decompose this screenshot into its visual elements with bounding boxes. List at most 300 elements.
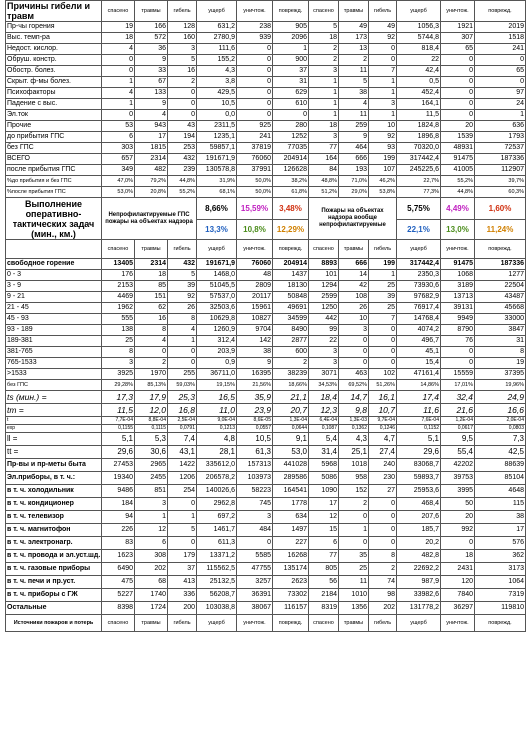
- value-cell: 22: [397, 55, 441, 66]
- value-cell: 1018: [339, 459, 369, 472]
- value-cell: 19,15%: [197, 380, 237, 391]
- value-cell: 308: [135, 550, 168, 563]
- value-cell: 5585: [237, 550, 273, 563]
- value-cell: 199: [369, 154, 397, 165]
- value-cell: 5968: [309, 459, 339, 472]
- value-cell: 4: [135, 336, 168, 347]
- header-blank: [6, 240, 102, 259]
- value-cell: 27453: [102, 459, 135, 472]
- value-cell: 0: [339, 511, 369, 524]
- value-cell: 42: [339, 281, 369, 292]
- cause-row: [6, 121, 526, 132]
- value-cell: 25,1: [339, 446, 369, 459]
- value-cell: 85104: [475, 472, 526, 485]
- value-cell: 26: [168, 303, 197, 314]
- row-label: Обостр. болез.: [6, 66, 102, 77]
- value-cell: 0: [102, 66, 135, 77]
- value-cell: 39: [168, 281, 197, 292]
- time-row: [6, 347, 526, 358]
- value-cell: 29,0%: [339, 187, 369, 198]
- value-cell: 59857,1: [197, 143, 237, 154]
- value-cell: 70320,0: [397, 143, 441, 154]
- value-cell: 18: [102, 33, 135, 44]
- value-cell: 0: [168, 358, 197, 369]
- value-cell: 24: [475, 99, 526, 110]
- value-cell: 0: [168, 110, 197, 121]
- value-cell: 0: [237, 88, 273, 99]
- row-label: 9 - 21: [6, 292, 102, 303]
- value-cell: 25: [339, 563, 369, 576]
- value-cell: 0,5: [397, 77, 441, 88]
- value-cell: 68,1%: [197, 187, 237, 198]
- value-cell: 91475: [441, 259, 475, 270]
- value-cell: 468,4: [397, 498, 441, 511]
- row-label: Остальные: [6, 602, 102, 615]
- row-label: 189-381: [6, 336, 102, 347]
- cause-row: [6, 44, 526, 55]
- value-cell: 157313: [237, 459, 273, 472]
- value-cell: 111,6: [197, 44, 237, 55]
- value-cell: 21,1: [273, 391, 309, 404]
- value-cell: 55,2%: [441, 176, 475, 187]
- value-cell: 0: [237, 55, 273, 66]
- value-cell: 14,7: [339, 391, 369, 404]
- value-cell: 636: [475, 121, 526, 132]
- value-cell: 1: [102, 77, 135, 88]
- value-cell: 0: [339, 336, 369, 347]
- value-cell: 97: [475, 88, 526, 99]
- value-cell: 7,3: [475, 433, 526, 446]
- row-label: Выс. темп-ра: [6, 33, 102, 44]
- value-cell: 179: [168, 550, 197, 563]
- value-cell: 3257: [237, 576, 273, 589]
- value-cell: 38239: [273, 369, 309, 380]
- value-cell: 37: [273, 66, 309, 77]
- value-cell: 3189: [441, 281, 475, 292]
- value-cell: 1: [168, 511, 197, 524]
- value-cell: 987,9: [397, 576, 441, 589]
- value-cell: 2096: [273, 33, 309, 44]
- value-cell: 1437: [273, 270, 309, 281]
- value-cell: 631,2: [197, 22, 237, 33]
- value-cell: 5086: [309, 472, 339, 485]
- value-cell: 46,2%: [369, 176, 397, 187]
- value-cell: 0,1213: [197, 425, 237, 433]
- time-row: [6, 281, 526, 292]
- source-row: [6, 589, 526, 602]
- value-cell: 16: [168, 66, 197, 77]
- value-cell: 7840: [441, 589, 475, 602]
- value-cell: 413: [168, 576, 197, 589]
- value-cell: 0,1152: [397, 425, 441, 433]
- value-cell: 15961: [237, 303, 273, 314]
- value-cell: 13405: [102, 259, 135, 270]
- value-cell: 0: [168, 99, 197, 110]
- value-cell: 600: [273, 347, 309, 358]
- value-cell: 5227: [102, 589, 135, 602]
- value-cell: 303: [102, 143, 135, 154]
- value-cell: 9: [135, 55, 168, 66]
- value-cell: 7,6E-04: [397, 417, 441, 425]
- value-cell: 9: [339, 132, 369, 143]
- value-cell: 0,1246: [369, 425, 397, 433]
- row-label: 0 - 3: [6, 270, 102, 281]
- value-cell: 0: [168, 537, 197, 550]
- summary-left-note: Непрофилактируемые ГПС пожары на объектах надзора: [102, 198, 197, 240]
- value-cell: 107: [369, 165, 397, 176]
- value-cell: 3: [309, 358, 339, 369]
- value-cell: 50: [441, 498, 475, 511]
- value-cell: 0: [369, 336, 397, 347]
- value-cell: 67: [135, 77, 168, 88]
- value-cell: 3: [309, 66, 339, 77]
- row-label: 93 - 189: [6, 325, 102, 336]
- value-cell: 6: [309, 537, 339, 550]
- value-cell: 33982,6: [397, 589, 441, 602]
- value-cell: 207,6: [397, 511, 441, 524]
- row-label: ll =: [6, 433, 102, 446]
- value-cell: 1: [273, 44, 309, 55]
- column-header: ущерб: [197, 615, 237, 632]
- value-cell: 19340: [102, 472, 135, 485]
- value-cell: 226: [102, 524, 135, 537]
- row-label: в т. ч. кондиционер: [6, 498, 102, 511]
- value-cell: 259: [339, 121, 369, 132]
- value-cell: 194: [168, 132, 197, 143]
- value-cell: 29,6: [397, 446, 441, 459]
- value-cell: 69,52%: [339, 380, 369, 391]
- value-cell: 280: [273, 121, 309, 132]
- value-cell: 50,0%: [237, 176, 273, 187]
- value-cell: 73302: [273, 589, 309, 602]
- value-cell: 1970: [135, 369, 168, 380]
- value-cell: 1: [309, 99, 339, 110]
- value-cell: 441028: [273, 459, 309, 472]
- time-row: [6, 303, 526, 314]
- value-cell: 10: [369, 121, 397, 132]
- value-cell: 18,4: [309, 391, 339, 404]
- value-cell: 7319: [475, 589, 526, 602]
- value-cell: 0: [441, 77, 475, 88]
- value-cell: 31,9%: [197, 176, 237, 187]
- value-cell: 166: [135, 22, 168, 33]
- value-cell: 38: [237, 347, 273, 358]
- value-cell: 191671,9: [197, 154, 237, 165]
- value-cell: 1277: [475, 270, 526, 281]
- value-cell: 1518: [475, 33, 526, 44]
- value-cell: 77: [309, 550, 339, 563]
- value-cell: 0: [369, 325, 397, 336]
- value-cell: 31: [273, 77, 309, 88]
- value-cell: 22,7%: [397, 176, 441, 187]
- value-cell: 0: [369, 498, 397, 511]
- column-header: ущерб: [197, 1, 237, 22]
- value-cell: 36711,0: [197, 369, 237, 380]
- row-label: tm =: [6, 404, 102, 417]
- value-cell: 2350,3: [397, 270, 441, 281]
- time-row: [6, 314, 526, 325]
- value-cell: 30,6: [135, 446, 168, 459]
- value-cell: 2: [273, 358, 309, 369]
- value-cell: 53: [102, 121, 135, 132]
- value-cell: 1: [309, 88, 339, 99]
- value-cell: 187336: [475, 154, 526, 165]
- value-cell: 0: [369, 55, 397, 66]
- column-header: гибель: [369, 1, 397, 22]
- header-row: [6, 1, 526, 22]
- value-cell: 4: [168, 325, 197, 336]
- column-header: гибель: [369, 615, 397, 632]
- value-cell: 11,6: [397, 404, 441, 417]
- value-cell: 851: [135, 485, 168, 498]
- value-cell: 2: [339, 498, 369, 511]
- value-cell: 3: [309, 347, 339, 358]
- value-cell: 25: [369, 281, 397, 292]
- value-cell: 36391: [237, 589, 273, 602]
- value-cell: 0,9: [197, 358, 237, 369]
- summary-value: 13,3%: [197, 220, 237, 240]
- value-cell: 20,7: [273, 404, 309, 417]
- value-cell: 0: [237, 44, 273, 55]
- value-cell: 36: [135, 44, 168, 55]
- row-label: exp: [6, 425, 102, 433]
- row-label: в т. ч. печи и пр.уст.: [6, 576, 102, 589]
- value-cell: 8: [168, 314, 197, 325]
- value-cell: 1,2E-04: [441, 417, 475, 425]
- row-label: в т. ч. газовые приборы: [6, 563, 102, 576]
- value-cell: 0: [369, 44, 397, 55]
- header-row: [6, 240, 526, 259]
- value-cell: 1962: [102, 303, 135, 314]
- value-cell: 8893: [309, 259, 339, 270]
- summary-title: Выполнение оперативно-тактических задач (мин., км.): [6, 198, 102, 240]
- column-header: гибель: [168, 1, 197, 22]
- value-cell: 1: [102, 99, 135, 110]
- value-cell: 135174: [273, 563, 309, 576]
- value-cell: 38: [339, 88, 369, 99]
- value-cell: 1,3E-04: [273, 417, 309, 425]
- value-cell: 43,1: [168, 446, 197, 459]
- value-cell: 0: [339, 358, 369, 369]
- value-cell: 32,4: [441, 391, 475, 404]
- value-cell: 482,8: [397, 550, 441, 563]
- summary-value: 5,75%: [397, 198, 441, 220]
- ll-row: [6, 433, 526, 446]
- value-cell: 482: [135, 165, 168, 176]
- value-cell: 199: [369, 259, 397, 270]
- value-cell: 51,2%: [309, 187, 339, 198]
- value-cell: 0: [102, 55, 135, 66]
- value-cell: 5: [168, 524, 197, 537]
- value-cell: 18130: [273, 281, 309, 292]
- value-cell: 818,4: [397, 44, 441, 55]
- value-cell: 76060: [237, 154, 273, 165]
- row-label: Прочие: [6, 121, 102, 132]
- value-cell: 62: [135, 303, 168, 314]
- value-cell: 1206: [168, 472, 197, 485]
- value-cell: 79,2%: [135, 176, 168, 187]
- value-cell: 0: [168, 347, 197, 358]
- value-cell: 0: [237, 537, 273, 550]
- row-label: tt =: [6, 446, 102, 459]
- summary-value: 1,60%: [475, 198, 526, 220]
- column-header: уничтож.: [441, 1, 475, 22]
- row-label: Эл.приборы, в т. ч.:: [6, 472, 102, 485]
- value-cell: 47161,4: [397, 369, 441, 380]
- row-label: Недост. кислор.: [6, 44, 102, 55]
- value-cell: 1461,7: [197, 524, 237, 537]
- value-cell: 1724: [135, 602, 168, 615]
- cause-row: [6, 165, 526, 176]
- value-cell: 55,2%: [168, 187, 197, 198]
- value-cell: 0,1362: [339, 425, 369, 433]
- value-cell: 1: [135, 511, 168, 524]
- value-cell: 31,4: [309, 446, 339, 459]
- value-cell: 2314: [135, 259, 168, 270]
- value-cell: 59,03%: [168, 380, 197, 391]
- summary-value: 3,48%: [273, 198, 309, 220]
- column-header: спасено: [309, 1, 339, 22]
- value-cell: 45668: [475, 303, 526, 314]
- source-row: [6, 498, 526, 511]
- value-cell: 202: [135, 563, 168, 576]
- time-row: [6, 270, 526, 281]
- value-cell: 2: [309, 55, 339, 66]
- row-label: без ГПС: [6, 380, 102, 391]
- value-cell: 11,0: [197, 404, 237, 417]
- value-cell: 37991: [237, 165, 273, 176]
- value-cell: 432: [168, 259, 197, 270]
- value-cell: 88639: [475, 459, 526, 472]
- value-cell: 0: [273, 110, 309, 121]
- column-header: уничтож.: [441, 615, 475, 632]
- value-cell: 15559: [441, 369, 475, 380]
- value-cell: 634: [273, 511, 309, 524]
- value-cell: 65: [475, 66, 526, 77]
- value-cell: 20: [441, 121, 475, 132]
- value-cell: 1,3E-03: [339, 417, 369, 425]
- value-cell: 33000: [475, 314, 526, 325]
- value-cell: 0,0803: [475, 425, 526, 433]
- value-cell: 805: [309, 563, 339, 576]
- value-cell: 2455: [135, 472, 168, 485]
- column-header: травмы: [339, 240, 369, 259]
- value-cell: 29,6: [102, 446, 135, 459]
- value-cell: 17: [475, 524, 526, 537]
- value-cell: 10629,8: [197, 314, 237, 325]
- value-cell: 240: [369, 459, 397, 472]
- value-cell: 0: [135, 347, 168, 358]
- value-cell: 6: [135, 537, 168, 550]
- value-cell: 25,3: [168, 391, 197, 404]
- summary-value: 4,49%: [441, 198, 475, 220]
- source-row: [6, 576, 526, 589]
- source-row: [6, 602, 526, 615]
- column-header: травмы: [135, 1, 168, 22]
- value-cell: 8: [369, 550, 397, 563]
- value-cell: 77035: [273, 143, 309, 154]
- summary-value: 10,8%: [237, 220, 273, 240]
- value-cell: 0,0: [197, 110, 237, 121]
- column-header: уничтож.: [237, 615, 273, 632]
- value-cell: 5: [168, 55, 197, 66]
- value-cell: 47,0%: [102, 176, 135, 187]
- value-cell: 2: [339, 55, 369, 66]
- value-cell: 238: [237, 22, 273, 33]
- value-cell: 20,8%: [135, 187, 168, 198]
- value-cell: 0: [475, 77, 526, 88]
- value-cell: 15,4: [397, 358, 441, 369]
- value-cell: 0: [441, 99, 475, 110]
- value-cell: 3: [237, 511, 273, 524]
- value-cell: 1: [309, 110, 339, 121]
- footer-label: Источники пожаров и потерь: [6, 615, 102, 632]
- row-label: 381-765: [6, 347, 102, 358]
- value-cell: 1294: [309, 281, 339, 292]
- column-header: ущерб: [397, 615, 441, 632]
- value-cell: 39753: [441, 472, 475, 485]
- value-cell: 120: [441, 576, 475, 589]
- value-cell: 2962,8: [197, 498, 237, 511]
- column-header: уничтож.: [237, 1, 273, 22]
- summary-right-note: Пожары на объектах надзора вообще непрофилактируемые: [309, 198, 397, 240]
- value-cell: 349: [102, 165, 135, 176]
- row-label: 765-1533: [6, 358, 102, 369]
- value-cell: 76917,4: [397, 303, 441, 314]
- bez-gps-row: [6, 380, 526, 391]
- value-cell: 76060: [237, 259, 273, 270]
- value-cell: 0: [102, 110, 135, 121]
- value-cell: 9486: [102, 485, 135, 498]
- value-cell: 0: [441, 66, 475, 77]
- value-cell: 9,8: [339, 404, 369, 417]
- value-cell: 7,7E-04: [102, 417, 135, 425]
- value-cell: 2623: [273, 576, 309, 589]
- column-header: гибель: [168, 615, 197, 632]
- value-cell: 0,1087: [309, 425, 339, 433]
- value-cell: 317442,4: [397, 259, 441, 270]
- value-cell: 9: [237, 358, 273, 369]
- value-cell: 76: [441, 336, 475, 347]
- value-cell: 429,5: [197, 88, 237, 99]
- value-cell: 164: [309, 154, 339, 165]
- value-cell: 6,4E-04: [309, 417, 339, 425]
- value-cell: 17,01%: [441, 380, 475, 391]
- value-cell: 14,86%: [397, 380, 441, 391]
- value-cell: 112907: [475, 165, 526, 176]
- value-cell: 9,0E-04: [197, 417, 237, 425]
- value-cell: 34,53%: [309, 380, 339, 391]
- value-cell: 2965: [135, 459, 168, 472]
- value-cell: 115: [475, 498, 526, 511]
- value-cell: 4469: [102, 292, 135, 303]
- value-cell: 4,3: [339, 433, 369, 446]
- value-cell: 4: [339, 99, 369, 110]
- value-cell: 51045,5: [197, 281, 237, 292]
- row-label: %после прибытия ГПС: [6, 187, 102, 198]
- value-cell: 1356: [339, 602, 369, 615]
- row-label: 3 - 9: [6, 281, 102, 292]
- value-cell: 55,4: [441, 446, 475, 459]
- column-header: гибель: [369, 240, 397, 259]
- value-cell: 2: [369, 563, 397, 576]
- value-cell: 1064: [475, 576, 526, 589]
- percent-row: [6, 176, 526, 187]
- value-cell: 22504: [475, 281, 526, 292]
- column-header: поврежд.: [475, 240, 526, 259]
- value-cell: 2311,5: [197, 121, 237, 132]
- value-cell: 0: [339, 347, 369, 358]
